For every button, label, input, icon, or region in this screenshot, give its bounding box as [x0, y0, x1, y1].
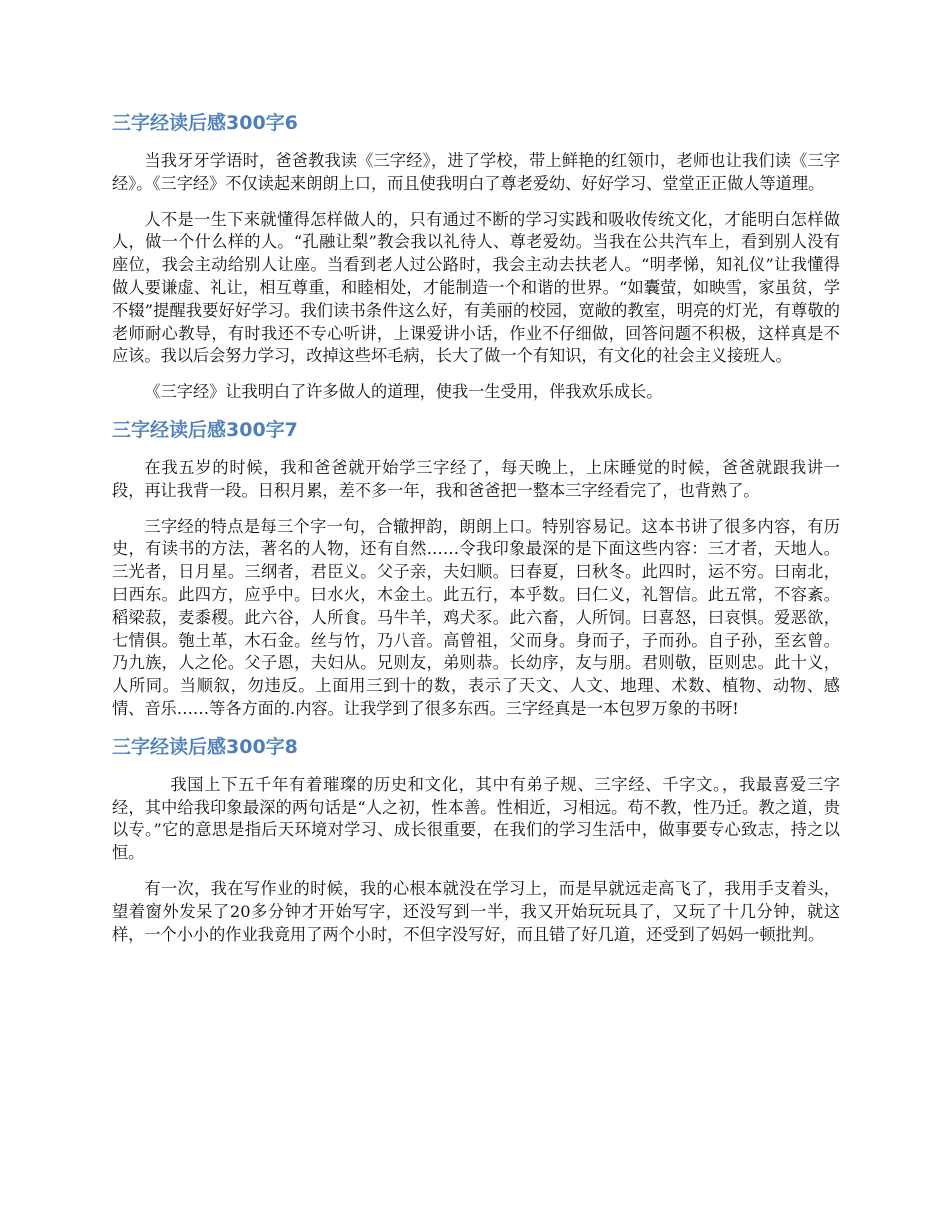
section-8-paragraph-1: 我国上下五千年有着璀璨的历史和文化，其中有弟子规、三字经、千字文。，我最喜爱三字经，其中给我印象最深的两句话是“人之初，性本善。性相近，习相远。苟不教，性乃迁。教之道，贵以专。”它的意思是指后天环境对学习、成长很重要，在我们的学习生活中，做事要专心致志，持之以恒。 — [112, 774, 840, 863]
section-7-paragraph-2: 三字经的特点是每三个字一句，合辙押韵，朗朗上口。特别容易记。这本书讲了很多内容，有历史，有读书的方法，著名的人物，还有自然……令我印象最深的是下面这些内容：三才者，天地人。三光者，日月星。三纲者，君臣义。父子亲，夫妇顺。曰春夏，曰秋冬。此四时，运不穷。曰南北，曰西东。此四方，应乎中。曰水火，木金土。此五行，本乎数。曰仁义，礼智信。此五常，不容紊。稻梁菽，麦黍稷。此六谷，人所食。马牛羊，鸡犬豕。此六畜，人所饲。曰喜怒，曰哀惧。爱恶欲，七情俱。匏土革，木石金。丝与竹，乃八音。高曾祖，父而身。身而子，子而孙。自子孙，至玄曾。乃九族，人之伦。父子恩，夫妇从。兄则友，弟则恭。长幼序，友与朋。君则敬，臣则忠。此十义，人所同。当顺叙，勿违反。上面用三到十的数，表示了天文、人文、地理、术数、植物、动物、感情、音乐……等各方面的.内容。让我学到了很多东西。三字经真是一本包罗万象的书呀! — [112, 516, 840, 718]
section-title-8: 三字经读后感300字8 — [112, 735, 298, 758]
section-6-paragraph-1: 当我牙牙学语时，爸爸教我读《三字经》，进了学校，带上鲜艳的红领巾，老师也让我们读《三字经》。《三字经》不仅读起来朗朗上口，而且使我明白了尊老爱幼、好好学习、堂堂正正做人等道理。 — [112, 151, 840, 193]
section-6-paragraph-3: 《三字经》让我明白了许多做人的道理，使我一生受用，伴我欢乐成长。 — [144, 382, 663, 402]
section-title-6: 三字经读后感300字6 — [112, 112, 298, 134]
section-6-paragraph-2: 人不是一生下来就懂得怎样做人的，只有通过不断的学习实践和吸收传统文化，才能明白怎样做人，做一个什么样的人。“孔融让梨”教会我以礼待人、尊老爱幼。当我在公共汽车上，看到别人没有座位，我会主动给别人让座。当看到老人过公路时，我会主动去扶老人。“明孝悌，知礼仪”让我懂得做人要谦虚、礼让，相互尊重，和睦相处，才能制造一个和谐的世界。“如囊萤，如映雪，家虽贫，学不辍”提醒我要好好学习。我们读书条件这么好，有美丽的校园，宽敞的教室，明亮的灯光，有尊敬的老师耐心教导，有时我还不专心听讲，上课爱讲小话，作业不仔细做，回答问题不积极，这样真是不应该。我以后会努力学习，改掉这些坏毛病，长大了做一个有知识，有文化的社会主义接班人。 — [112, 209, 840, 366]
section-8-paragraph-2: 有一次，我在写作业的时候，我的心根本就没在学习上，而是早就远走高飞了，我用手支着头，望着窗外发呆了20多分钟才开始写字，还没写到一半，我又开始玩玩具了，又玩了十几分钟，就这样，一个小小的作业我竟用了两个小时，不但字没写好，而且错了好几道，还受到了妈妈一顿批判。 — [112, 878, 840, 944]
section-7-paragraph-1: 在我五岁的时候，我和爸爸就开始学三字经了，每天晚上，上床睡觉的时候，爸爸就跟我讲一段，再让我背一段。日积月累，差不多一年，我和爸爸把一整本三字经看完了，也背熟了。 — [112, 457, 840, 500]
document-page — [112, 110, 840, 959]
section-title-7: 三字经读后感300字7 — [112, 418, 298, 441]
